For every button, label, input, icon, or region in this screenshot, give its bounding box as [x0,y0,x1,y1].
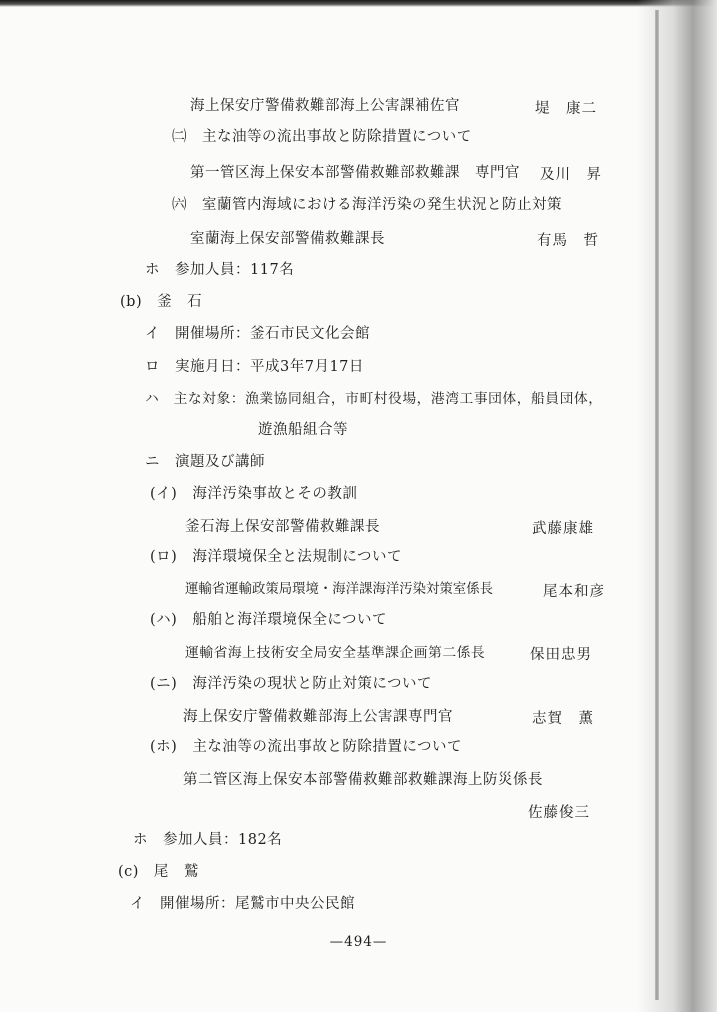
text-line: 第二管区海上保安本部警備救難部救難課海上防災係長 [183,772,543,788]
text-line: (ロ) 海洋環境保全と法規制について [150,549,403,565]
text-line: (イ) 海洋汚染事故とその教訓 [150,486,358,502]
text-line: (ハ) 船舶と海洋環境保全について [150,612,388,628]
text-line: (ホ) 主な油等の流出事故と防除措置について [150,739,463,755]
text-line: イ 開催場所：釜石市民文化会館 [145,326,370,342]
section-heading: (b) 釜 石 [120,294,203,310]
section-heading: (c) 尾 鷲 [118,864,199,880]
text-line: 室蘭海上保安部警備救難課長 [190,231,385,247]
page-fold [655,10,659,1000]
text-line: ロ 実施月日：平成3年7月17日 [145,359,364,375]
speaker-name: 有馬 哲 [537,233,599,249]
speaker-name: 武藤康雄 [532,521,594,537]
scan-top-edge [0,0,717,7]
text-line: 釜石海上保安部警備救難課長 [185,519,380,535]
speaker-name: 佐藤俊三 [528,805,590,821]
speaker-name: 志賀 薫 [532,711,594,727]
speaker-name: 及川 昇 [540,167,602,183]
text-line: ホ 参加人員：182名 [133,832,283,848]
text-line: ㈥ 室蘭管内海域における海洋汚染の発生状況と防止対策 [172,197,562,213]
text-line: 第一管区海上保安本部警備救難部救難課 専門官 [190,165,520,181]
text-line: (ニ) 海洋汚染の現状と防止対策について [150,676,433,692]
page-number: —494— [329,934,388,950]
text-line: 遊漁船組合等 [258,422,348,438]
text-line: ホ 参加人員：117名 [145,262,295,278]
text-line: ニ 演題及び講師 [145,454,265,470]
text-line: ㈡ 主な油等の流出事故と防除措置について [172,129,472,145]
text-line: 海上保安庁警備救難部海上公害課専門官 [183,709,453,725]
speaker-name: 堤 康二 [535,101,597,117]
text-line: 海上保安庁警備救難部海上公害課補佐官 [190,98,460,114]
text-line: ハ 主な対象：漁業協同組合，市町村役場，港湾工事団体，船員団体， [145,391,603,407]
text-line: イ 開催場所：尾鷲市中央公民館 [130,896,355,912]
speaker-name: 尾本和彦 [543,584,605,600]
text-line: 運輸省運輸政策局環境・海洋課海洋汚染対策室係長 [185,582,493,597]
text-line: 運輸省海上技術安全局安全基準課企画第二係長 [185,645,486,661]
speaker-name: 保田忠男 [530,647,592,663]
binding-shadow [637,0,717,1012]
